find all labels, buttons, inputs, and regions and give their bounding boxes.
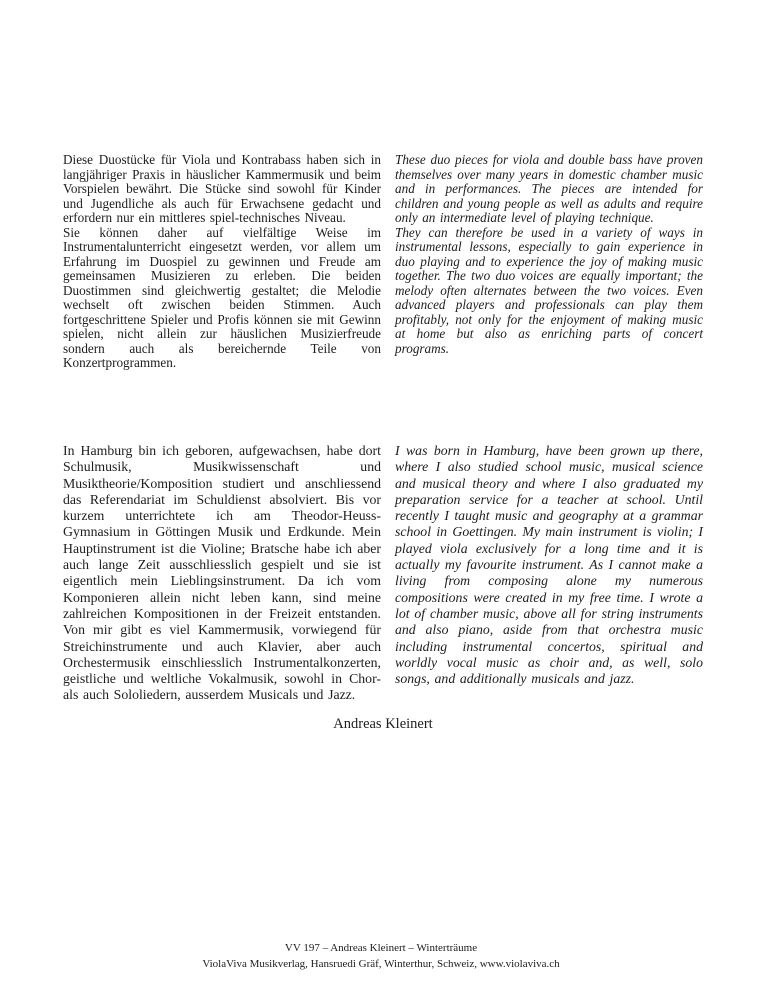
german-paragraph-pieces-2: Sie können daher auf vielfältige Weise im Instrumentalunterricht eingesetzt werden, vor allem um Erfahrung im Duospiel zu gewinnen und Freude am gemeinsamen Musizieren zu erleben. Die beiden Duostimmen sind gleichwertig gestaltet; die Melodie wechselt oft zwischen beiden Stimmen. Auch fortgeschrittene Spieler und Profis können sie mit Gewinn spielen, nicht allein zur häuslichen Musizierfreude sondern auch als bereichernde Teile von Konzertprogrammen. [63,224,381,370]
english-column-bio [395,443,703,704]
author-signature: Andreas Kleinert [333,716,433,732]
german-column-pieces [63,153,381,371]
english-column-pieces [395,153,703,371]
footer-edition-line: VV 197 – Andreas Kleinert – Winterträume [284,942,478,954]
english-paragraph-bio: I was born in Hamburg, have been grown up there, where I also studied school music, musical science and musical theory and where I also graduated my preparation service for a teacher at school. Until recently I taught music and geography at a grammar school in Goettingen. My main instrument is violin; I played viola exclusively for a long time and it is actually my favourite instrument. As I cannot make a living from composing alone my numerous compositions were created in my free time. I wrote a lot of chamber music, above all for string instruments and also piano, aside from that orchestra music including instrumental concertos, spiritual and worldly vocal music as choir and, as well, solo songs, and additionally musicals and jazz. [395,443,703,687]
page-footer [0,941,762,972]
german-paragraph-pieces-1: Diese Duostücke für Viola und Kontrabass haben sich in langjähriger Praxis in häuslicher Kammermusik und beim Vorspielen bewährt. Die Stücke sind sowohl für Kinder und Jugendliche als auch für Erwachsene gedacht und erfordern nur ein mittleres spiel-technisches Niveau. [63,152,381,225]
english-paragraph-pieces-1: These duo pieces for viola and double bass have proven themselves over many years in domestic chamber music and in performances. The pieces are intended for children and young people as well as adults and require only an intermediate level of playing technique. [395,152,703,225]
footer-publisher-line: ViolaViva Musikverlag, Hansruedi Gräf, Winterthur, Schweiz, www.violaviva.ch [202,957,560,970]
section-about-pieces [63,153,703,371]
german-column-bio [63,443,381,704]
english-paragraph-pieces-2: They can therefore be used in a variety of ways in instrumental lessons, especially to gain experience in duo playing and to experience the joy of making music together. The two duo voices are equally important; the melody often alternates between the two voices. Even advanced players and professionals can play them profitably, not only for the enjoyment of making music at home but also as enriching parts of concert programs. [395,224,703,356]
german-paragraph-bio: In Hamburg bin ich geboren, aufgewachsen, habe dort Schulmusik, Musikwissenschaft und Musiktheorie/Komposition studiert und anschliessend das Referendariat im Schuldienst absolviert. Bis vor kurzem unterrichtete ich am Theodor-Heuss-Gymnasium in Göttingen Musik und Erdkunde. Mein Hauptinstrument ist die Violine; Bratsche habe ich aber auch lange Zeit ausschliesslich gespielt und sie ist eigentlich mein Lieblingsinstrument. Da ich vom Komponieren allein nicht leben kann, sind meine zahlreichen Kompositionen in der Freizeit entstanden. Von mir gibt es viel Kammermusik, vorwiegend für Streichinstrumente und auch Klavier, aber auch Orchestermusik einschliesslich Instrumentalkonzerten, geistliche und weltliche Vokalmusik, sowohl in Chor- als auch Sololiedern, ausserdem Musicals und Jazz. [63,443,381,703]
section-about-composer [63,443,703,704]
